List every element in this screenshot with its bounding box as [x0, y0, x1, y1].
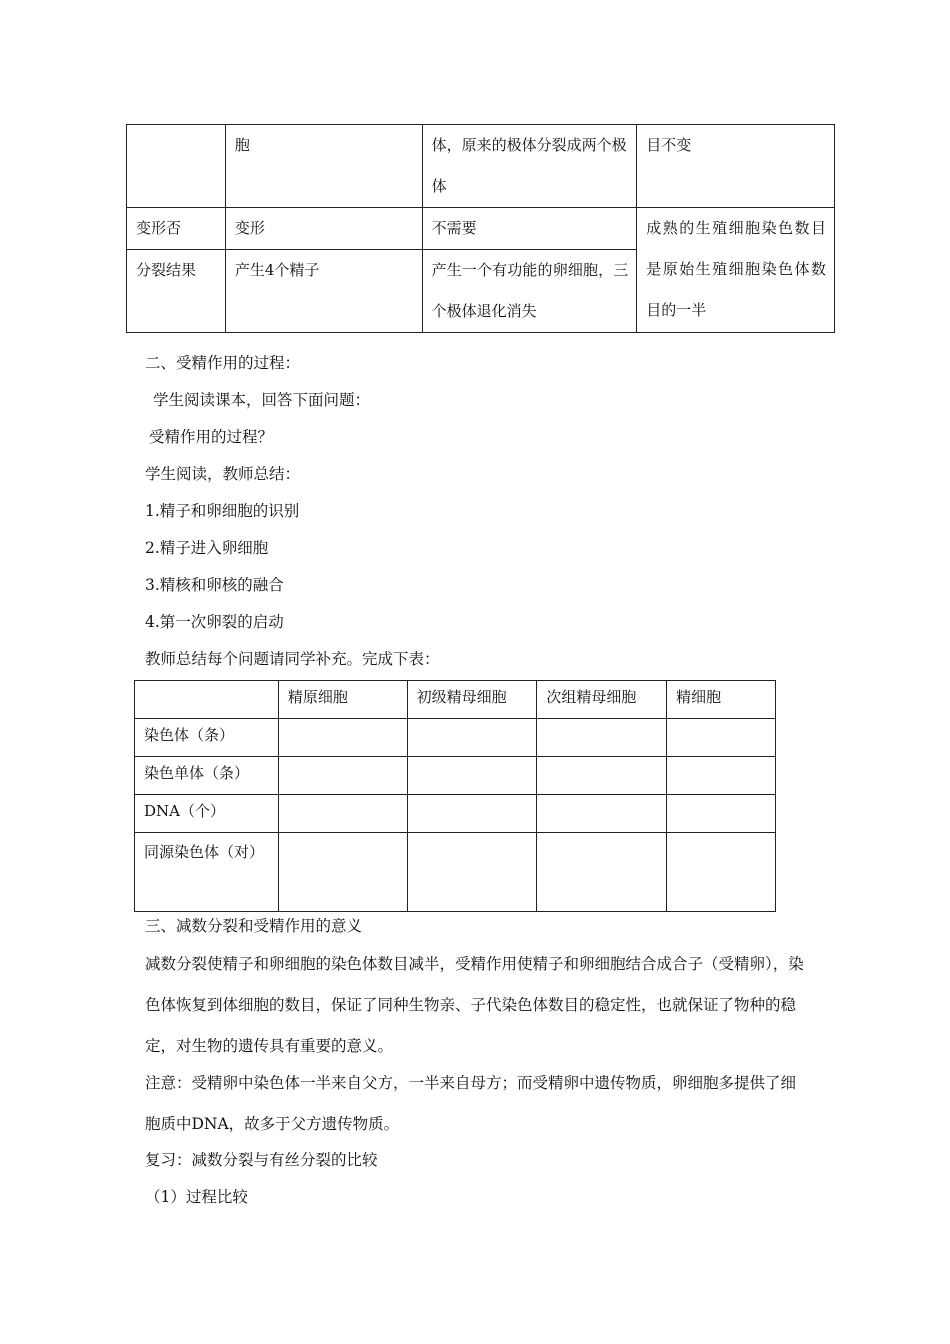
table-cell: 产生4个精子	[225, 250, 422, 333]
table-row	[135, 795, 776, 833]
table-cell: 目不变	[637, 125, 835, 208]
table-cell: 胞	[225, 125, 422, 208]
list-item: 4.第一次卵裂的启动	[145, 613, 284, 631]
table-cell: 分裂结果	[127, 250, 226, 333]
table-cell	[407, 757, 537, 795]
table-cell: 成熟的生殖细胞染色数目是原始生殖细胞染色体数目的一半	[637, 208, 835, 333]
paragraph: 学生阅读，教师总结：	[145, 465, 301, 483]
table-header-cell	[135, 681, 279, 719]
table-cell	[127, 125, 226, 208]
table-cell: 体，原来的极体分裂成两个极体	[422, 125, 637, 208]
row-label: DNA（个）	[135, 795, 279, 833]
table-cell	[278, 719, 407, 757]
table-cell	[407, 719, 537, 757]
table-cell	[667, 833, 776, 912]
paragraph: 注意：受精卵中染色体一半来自父方，一半来自母方；而受精卵中遗传物质，卵细胞多提供了细胞质中DNA，故多于父方遗传物质。	[145, 1074, 797, 1133]
table-cell	[537, 795, 667, 833]
table-row	[127, 125, 835, 208]
table-row	[135, 757, 776, 795]
table-cell: 产生一个有功能的卵细胞，三个极体退化消失	[422, 250, 637, 333]
table-header-cell: 初级精母细胞	[407, 681, 537, 719]
table-cell: 变形	[225, 208, 422, 250]
table-cell: 变形否	[127, 208, 226, 250]
table-cell	[667, 795, 776, 833]
subheading: （1）过程比较	[145, 1188, 248, 1206]
paragraph: 学生阅读课本，回答下面问题：	[153, 391, 371, 409]
table-header-row	[135, 681, 776, 719]
table-cell	[407, 795, 537, 833]
table-cell	[667, 757, 776, 795]
row-label: 染色体（条）	[135, 719, 279, 757]
section-heading: 三、减数分裂和受精作用的意义	[145, 917, 363, 935]
list-item: 1.精子和卵细胞的识别	[145, 502, 300, 520]
table-header-cell: 精细胞	[667, 681, 776, 719]
table-header-cell: 精原细胞	[278, 681, 407, 719]
paragraph: 教师总结每个问题请同学补充。完成下表：	[145, 650, 440, 668]
table-header-cell: 次组精母细胞	[537, 681, 667, 719]
table-row	[135, 833, 776, 912]
table-cell	[537, 833, 667, 912]
table-cell	[407, 833, 537, 912]
table-cell	[278, 795, 407, 833]
table-cell	[537, 719, 667, 757]
table-row	[135, 719, 776, 757]
table-cell	[667, 719, 776, 757]
list-item: 2.精子进入卵细胞	[145, 539, 269, 557]
paragraph: 减数分裂使精子和卵细胞的染色体数目减半，受精作用使精子和卵细胞结合成合子（受精卵），染色体恢复到体细胞的数目，保证了同种生物亲、子代染色体数目的稳定性，也就保证了物种的稳定，对生物的遗传具有重要的意义。	[145, 955, 804, 1055]
table-cell	[278, 833, 407, 912]
table-row	[127, 208, 835, 250]
table-cell	[278, 757, 407, 795]
table-cell: 不需要	[422, 208, 637, 250]
row-label: 同源染色体（对）	[135, 833, 279, 912]
row-label: 染色单体（条）	[135, 757, 279, 795]
paragraph: 受精作用的过程？	[149, 428, 274, 446]
comparison-table-continued	[126, 124, 835, 333]
list-item: 3.精核和卵核的融合	[145, 576, 284, 594]
table-cell	[537, 757, 667, 795]
cell-data-table	[134, 680, 776, 912]
section-heading: 二、受精作用的过程：	[145, 354, 301, 372]
paragraph: 复习：减数分裂与有丝分裂的比较	[145, 1151, 378, 1169]
